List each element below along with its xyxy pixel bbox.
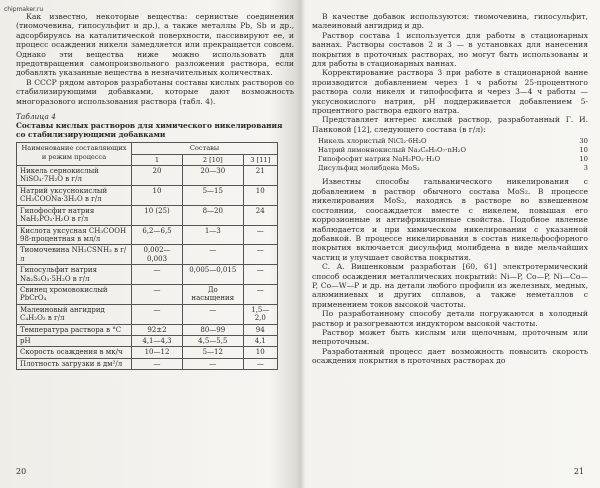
composition-value: 3 xyxy=(583,163,588,172)
table-row xyxy=(17,245,278,265)
paragraph: Известны способы гальванического никелирования с добавлением в раствор обычного состава MoS₂. В процессе никелирования MoS₂, находясь в растворе во взвешенном состоянии, соосаждается вместе с никелем, повышая его коррозионные и антифрикционные свойства. Подобное явление наблюдается и при химическом никелировании с указанной добавкой. В процессе никелирования в состав никельфосфорного покрытия включается дисульфид молибдена в виде мельчайших частиц и улучшает свойства покрытия. xyxy=(312,177,588,262)
table-cell-value: 4,5—5,5 xyxy=(183,335,243,346)
paragraph: По разработанному способу детали погружаются в холодный раствор и разогреваются индуктором высокой частоты. xyxy=(312,309,588,328)
table-cell-value: — xyxy=(132,304,183,324)
table-body xyxy=(17,166,278,370)
table-cell-name: Гипосульфит натрия Na₂S₂O₃·5H₂O в г/л xyxy=(17,265,132,285)
table-cell-value: — xyxy=(132,265,183,285)
table-cell-value: 1,5—2,0 xyxy=(243,304,277,324)
table-cell-value: 4,1—4,3 xyxy=(132,335,183,346)
table-cell-name: pH xyxy=(17,335,132,346)
table-col-header: 1 xyxy=(132,154,183,165)
table-cell-name: Скорость осаждения в мк/ч xyxy=(17,347,132,358)
table-cell-value: — xyxy=(183,245,243,265)
table-row xyxy=(17,284,278,304)
table-cell-value: 0,005—0,015 xyxy=(183,265,243,285)
table-cell-value: — xyxy=(132,284,183,304)
table-cell-value: 94 xyxy=(243,324,277,335)
table-cell-value: До насыщения xyxy=(183,284,243,304)
table-cell-value: 0,002—0,003 xyxy=(132,245,183,265)
table-cell-value: — xyxy=(243,265,277,285)
table-cell-value: — xyxy=(243,225,277,245)
paragraph: Раствор может быть кислым или щелочным, проточным или непроточным. xyxy=(312,327,588,347)
table-cell-name: Плотность загрузки в дм²/л xyxy=(17,358,132,369)
table-cell-value: — xyxy=(132,358,183,369)
table-row xyxy=(17,225,278,245)
table-cell-value: 92±2 xyxy=(132,324,183,335)
table-cell-name: Кислота уксусная CH₃COOH 98-процентная в мл/л xyxy=(17,225,132,245)
table-cell-value: — xyxy=(243,358,277,369)
table-header-group: Составы xyxy=(132,143,278,154)
table-cell-value: 5—15 xyxy=(183,185,243,205)
table-cell-name: Свинец хромовокислый PbCrO₄ xyxy=(17,284,132,304)
table-cell-name: Температура раствора в °С xyxy=(17,324,132,335)
table-cell-name: Никель сернокислый NiSO₄·7H₂O в г/л xyxy=(17,166,132,186)
table-title: Составы кислых растворов для химического никелирования со стабилизирующими добавками xyxy=(16,121,283,139)
table-cell-value: — xyxy=(243,284,277,304)
table-cell-name: Малеиновый ангидрид C₄H₂O₃ в г/л xyxy=(17,304,132,324)
composition-value: 10 xyxy=(579,146,588,155)
page-number: 20 xyxy=(16,467,27,476)
table-cell-value: 10 xyxy=(243,185,277,205)
table-cell-value: 1—3 xyxy=(183,225,243,245)
table-header-name: Наименование составляющих и режим процесса xyxy=(17,143,132,166)
table-row xyxy=(17,324,278,335)
table-cell-value: 80—99 xyxy=(183,324,243,335)
paragraph: Как известно, некоторые вещества: сернистые соединения (тиомочевина, гипосульфит и др.), а также металлы Pb, Sb и др., адсорбируясь на каталитической поверхности, пассивируют ее, и процесс осаждения никеля замедляется или прекращается совсем. Однако эти вещества ниже можно использовать для предотвращения самопроизвольного разложения раствора, если добавлять указанные вещества в незначительных количествах. xyxy=(16,12,294,78)
table-cell-value: 8—20 xyxy=(183,205,243,225)
table-cell-value: 20—30 xyxy=(183,166,243,186)
table-col-header: 3 [11] xyxy=(243,154,277,165)
composition-row xyxy=(318,146,588,155)
table-cell-value: 10 xyxy=(132,185,183,205)
table-row xyxy=(17,335,278,346)
table-cell-value: — xyxy=(183,358,243,369)
table-cell-value: 10—12 xyxy=(132,347,183,358)
table-cell-value: 6,2—6,5 xyxy=(132,225,183,245)
composition-row xyxy=(318,137,588,146)
paragraph: Разработанный процесс дает возможность повысить скорость осаждения покрытия в проточных растворах до xyxy=(312,346,588,366)
watermark: chipmaker.ru xyxy=(4,6,44,13)
composition-value: 30 xyxy=(579,137,588,146)
table-row xyxy=(17,265,278,285)
right-page xyxy=(312,12,588,480)
table-row xyxy=(17,304,278,324)
table-cell-value: 20 xyxy=(132,166,183,186)
composition-row xyxy=(318,155,588,164)
table-cell-value: 4,1 xyxy=(243,335,277,346)
composition-value: 10 xyxy=(579,154,588,163)
paragraph: Представляет интерес кислый раствор, разработанный Г. И. Панковой [12], следующего состава (в г/л): xyxy=(312,115,588,134)
table-col-header: 2 [10] xyxy=(183,154,243,165)
paragraph: В СССР рядом авторов разработаны составы кислых растворов со стабилизирующими добавками, которые дают возможность многоразового использования раствора (табл. 4). xyxy=(16,77,294,106)
paragraph: В качестве добавок используются: тиомочевина, гипосульфит, малеиновый ангидрид и др. xyxy=(312,12,588,31)
table-row xyxy=(17,185,278,205)
table-cell-value: 24 xyxy=(243,205,277,225)
table-cell-value: — xyxy=(243,245,277,265)
composition-name: Дисульфид молибдена MoS₂ xyxy=(318,163,420,172)
table-cell-name: Натрий уксуснокислый CH₃COONa·3H₂O в г/л xyxy=(17,185,132,205)
paragraph: Раствор состава 1 используется для работы в стационарных ваннах. Растворы составов 2 и 3 — в установках для нанесения покрытия в проточных растворах, но могут быть использованы и для работы в стационарных ваннах. xyxy=(312,30,588,69)
composition-name: Натрий лимоннокислый Na₃C₆H₅O₇·nH₂O xyxy=(318,146,467,155)
table-row xyxy=(17,358,278,369)
composition-row xyxy=(318,164,588,173)
table-cell-value: 10 (25) xyxy=(132,205,183,225)
page-number: 21 xyxy=(573,467,584,476)
composition-list xyxy=(318,137,588,172)
table-cell-name: Гипофосфит натрия NaH₂PO₂·H₂O в г/л xyxy=(17,205,132,225)
table-row xyxy=(17,166,278,186)
table-cell-value: — xyxy=(183,304,243,324)
table-cell-value: 5—12 xyxy=(183,347,243,358)
left-page xyxy=(16,12,294,480)
table-cell-value: 21 xyxy=(243,166,277,186)
paragraph: Корректирование раствора 3 при работе в стационарной ванне производится добавлением через 1 ч работы 25-процентного раствора соли никеля и гипофосфита и через 3—4 ч работы — уксуснокислого натрия, pH поддерживается добавлением 5-процентного раствора едкого натра. xyxy=(312,68,588,116)
solutions-table xyxy=(16,142,278,370)
table-cell-value: 10 xyxy=(243,347,277,358)
table-caption: Таблица 4 xyxy=(16,112,56,122)
composition-name: Никель хлористый NiCl₂·6H₂O xyxy=(318,137,427,146)
table-row xyxy=(17,205,278,225)
table-row xyxy=(17,347,278,358)
composition-name: Гипофосфит натрия NaH₂PO₂·H₂O xyxy=(318,154,441,163)
paragraph: С. А. Вишенковым разработан [60, 61] электротермический способ осаждения металлических покрытий: Ni—P, Co—P, Ni—Co—P, Co—W—P и др. на детали любого профиля из железных, медных, алюминиевых и других сплавов, а также неметаллов с применением токов высокой частоты. xyxy=(312,262,588,309)
table-cell-name: Тиомочевина NH₂CSNH₂ в г/л xyxy=(17,245,132,265)
